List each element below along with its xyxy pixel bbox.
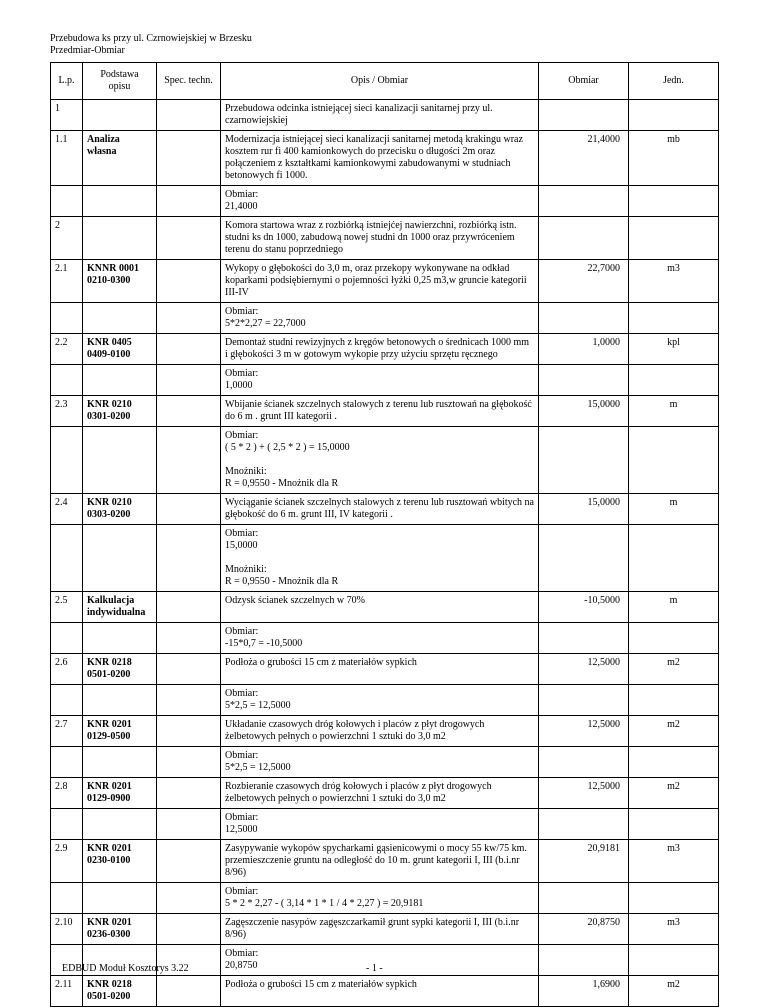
col-header-lp: L.p. <box>51 63 83 100</box>
item-description: Wbijanie ścianek szczelnych stalowych z terenu lub rusztowań na głębokość do 6 m . grunt III kategorii . <box>221 396 539 427</box>
calc-obmiar <box>539 809 629 840</box>
calc-jedn <box>629 427 719 494</box>
item-description: Zagęszczenie nasypów zagęszczarkamił grunt sypki kategorii I, III (b.i.nr 8/96) <box>221 914 539 945</box>
document-header <box>50 33 252 57</box>
calc-row <box>51 747 719 778</box>
item-quantity: 20,8750 <box>539 914 629 945</box>
calc-jedn <box>629 883 719 914</box>
calc-podstawa <box>83 747 157 778</box>
calc-lp <box>51 427 83 494</box>
calc-lp <box>51 685 83 716</box>
item-podstawa: KNR 0201 0230-0100 <box>83 840 157 883</box>
item-unit: m3 <box>629 840 719 883</box>
calc-jedn <box>629 809 719 840</box>
item-spec <box>157 840 221 883</box>
calc-obmiar <box>539 685 629 716</box>
col-header-obmiar: Obmiar <box>539 63 629 100</box>
item-spec <box>157 716 221 747</box>
item-quantity: 1,0000 <box>539 334 629 365</box>
calc-spec <box>157 809 221 840</box>
item-lp: 2.5 <box>51 592 83 623</box>
item-spec <box>157 914 221 945</box>
calc-cell <box>221 623 539 654</box>
calc-cell <box>221 427 539 494</box>
calc-text: Obmiar: 5*2,5 = 12,5000 <box>225 688 291 711</box>
calc-cell <box>221 883 539 914</box>
calc-row <box>51 623 719 654</box>
calc-podstawa <box>83 427 157 494</box>
item-lp: 2.3 <box>51 396 83 427</box>
footer-page-number: - 1 - <box>366 963 383 974</box>
item-spec <box>157 260 221 303</box>
item-spec <box>157 592 221 623</box>
calc-lp <box>51 809 83 840</box>
calc-obmiar <box>539 623 629 654</box>
section-description: Komora startowa wraz z rozbiórką istniejćej nawierzchni, rozbiórką istn. studni ks dn 1000, zabudową nowej studni dn 1000 oraz przywróceniem terenu do stanu poprzedniego <box>221 217 539 260</box>
calc-spec <box>157 623 221 654</box>
calc-text: Obmiar: 5*2,5 = 12,5000 <box>225 750 291 773</box>
calc-obmiar <box>539 303 629 334</box>
section-spec <box>157 100 221 131</box>
item-unit: m <box>629 396 719 427</box>
item-lp: 2.10 <box>51 914 83 945</box>
calc-jedn <box>629 525 719 592</box>
section-podstawa <box>83 100 157 131</box>
item-unit: mb <box>629 131 719 186</box>
calc-text: Obmiar: 21,4000 <box>225 189 259 212</box>
item-description: Układanie czasowych dróg kołowych i placów z płyt drogowych żelbetowych pełnych o powierzchni 1 sztuki do 3,0 m2 <box>221 716 539 747</box>
calc-lp <box>51 525 83 592</box>
item-unit: m <box>629 592 719 623</box>
item-spec <box>157 654 221 685</box>
item-unit: m2 <box>629 654 719 685</box>
col-header-jedn: Jedn. <box>629 63 719 100</box>
item-description: Zasypywanie wykopów spycharkami gąsienicowymi o mocy 55 kw/75 km. przemieszczenie gruntu na odległość do 10 m. grunt kategorii I, III (b.i.nr 8/96) <box>221 840 539 883</box>
section-lp: 1 <box>51 100 83 131</box>
calc-cell <box>221 186 539 217</box>
multiplier-text: Mnożniki: R = 0,9550 - Mnożnik dla R <box>225 564 339 587</box>
item-row <box>51 840 719 883</box>
calc-text: Obmiar: 12,5000 <box>225 812 259 835</box>
item-quantity: 21,4000 <box>539 131 629 186</box>
item-podstawa: KNR 0210 0301-0200 <box>83 396 157 427</box>
item-row <box>51 260 719 303</box>
calc-spec <box>157 883 221 914</box>
calc-text: Obmiar: 5*2*2,27 = 22,7000 <box>225 306 306 329</box>
item-lp: 2.11 <box>51 976 83 1007</box>
calc-jedn <box>629 303 719 334</box>
calc-row <box>51 427 719 494</box>
item-quantity: 12,5000 <box>539 654 629 685</box>
calc-spec <box>157 365 221 396</box>
item-description: Modernizacja istniejącej sieci kanalizacji sanitarnej metodą krakingu wraz kosztem rur fi 400 kamionkowych do przecisku o długości 2m oraz połączeniem z kształtkami kamionkowymi zabudowanymi w studniach betonowych fi 1000. <box>221 131 539 186</box>
item-lp: 2.8 <box>51 778 83 809</box>
calc-jedn <box>629 365 719 396</box>
section-spec <box>157 217 221 260</box>
calc-podstawa <box>83 883 157 914</box>
item-unit: m2 <box>629 976 719 1007</box>
calc-row <box>51 365 719 396</box>
bill-of-quantities-table <box>50 62 719 1007</box>
item-row <box>51 778 719 809</box>
item-row <box>51 654 719 685</box>
calc-podstawa <box>83 623 157 654</box>
calc-podstawa <box>83 525 157 592</box>
item-quantity: 1,6900 <box>539 976 629 1007</box>
calc-obmiar <box>539 883 629 914</box>
item-spec <box>157 494 221 525</box>
item-podstawa: KNR 0201 0236-0300 <box>83 914 157 945</box>
calc-podstawa <box>83 186 157 217</box>
calc-spec <box>157 303 221 334</box>
section-obmiar <box>539 217 629 260</box>
calc-spec <box>157 186 221 217</box>
item-podstawa: KNR 0201 0129-0900 <box>83 778 157 809</box>
calc-cell <box>221 685 539 716</box>
calc-spec <box>157 427 221 494</box>
calc-obmiar <box>539 525 629 592</box>
item-row <box>51 592 719 623</box>
calc-obmiar <box>539 427 629 494</box>
calc-text: Obmiar: 5 * 2 * 2,27 - ( 3,14 * 1 * 1 / 4 * 2,27 ) = 20,9181 <box>225 886 424 909</box>
col-header-podstawa: Podstawa opisu <box>83 63 157 100</box>
calc-cell <box>221 747 539 778</box>
item-podstawa: Kalkulacja indywidualna <box>83 592 157 623</box>
calc-row <box>51 303 719 334</box>
item-quantity: 15,0000 <box>539 396 629 427</box>
calc-podstawa <box>83 365 157 396</box>
calc-podstawa <box>83 809 157 840</box>
calc-row <box>51 186 719 217</box>
calc-lp <box>51 623 83 654</box>
project-title: Przebudowa ks przy ul. Czrnowiejskiej w Brzesku <box>50 33 252 44</box>
item-quantity: 12,5000 <box>539 778 629 809</box>
calc-spec <box>157 685 221 716</box>
calc-jedn <box>629 945 719 976</box>
calc-spec <box>157 525 221 592</box>
calc-jedn <box>629 186 719 217</box>
calc-row <box>51 883 719 914</box>
calc-text: Obmiar: -15*0,7 = -10,5000 <box>225 626 303 649</box>
calc-lp <box>51 747 83 778</box>
calc-cell <box>221 525 539 592</box>
item-unit: m3 <box>629 260 719 303</box>
item-quantity: 22,7000 <box>539 260 629 303</box>
footer-software: EDBUD Moduł Kosztorys 3.22 <box>62 963 189 974</box>
calc-text: Obmiar: 20,8750 <box>225 948 259 971</box>
item-lp: 2.2 <box>51 334 83 365</box>
section-description: Przebudowa odcinka istniejącej sieci kanalizacji sanitarnej przy ul. czarnowiejskiej <box>221 100 539 131</box>
calc-lp <box>51 186 83 217</box>
calc-row <box>51 685 719 716</box>
calc-obmiar <box>539 365 629 396</box>
section-jedn <box>629 100 719 131</box>
document-type: Przedmiar-Obmiar <box>50 45 125 56</box>
item-spec <box>157 976 221 1007</box>
item-description: Podłoża o grubości 15 cm z materiałów sypkich <box>221 654 539 685</box>
item-row <box>51 494 719 525</box>
calc-text: Obmiar: 1,0000 <box>225 368 259 391</box>
item-lp: 2.1 <box>51 260 83 303</box>
item-lp: 2.9 <box>51 840 83 883</box>
calc-row <box>51 525 719 592</box>
item-lp: 2.6 <box>51 654 83 685</box>
calc-cell <box>221 809 539 840</box>
calc-obmiar <box>539 186 629 217</box>
item-description: Rozbieranie czasowych dróg kołowych i placów z płyt drogowych żelbetowych pełnych o powierzchni 1 sztuki do 3,0 m2 <box>221 778 539 809</box>
item-row <box>51 396 719 427</box>
item-podstawa: KNR 0210 0303-0200 <box>83 494 157 525</box>
item-row <box>51 976 719 1007</box>
item-lp: 1.1 <box>51 131 83 186</box>
item-spec <box>157 131 221 186</box>
section-row <box>51 217 719 260</box>
calc-cell <box>221 303 539 334</box>
section-podstawa <box>83 217 157 260</box>
calc-jedn <box>629 623 719 654</box>
item-podstawa: Analiza własna <box>83 131 157 186</box>
item-lp: 2.7 <box>51 716 83 747</box>
calc-text: Obmiar: ( 5 * 2 ) + ( 2,5 * 2 ) = 15,0000 <box>225 430 350 453</box>
item-podstawa: KNR 0218 0501-0200 <box>83 654 157 685</box>
item-description: Wyciąganie ścianek szczelnych stalowych z terenu lub rusztowań wbitych na głębokość do 6 m. grunt III, IV kategorii . <box>221 494 539 525</box>
item-spec <box>157 396 221 427</box>
calc-podstawa <box>83 685 157 716</box>
table-header-row <box>51 63 719 100</box>
item-unit: m <box>629 494 719 525</box>
section-obmiar <box>539 100 629 131</box>
calc-row <box>51 809 719 840</box>
calc-jedn <box>629 685 719 716</box>
section-row <box>51 100 719 131</box>
calc-obmiar <box>539 945 629 976</box>
calc-lp <box>51 365 83 396</box>
calc-lp <box>51 303 83 334</box>
calc-lp <box>51 883 83 914</box>
item-description: Odzysk ścianek szczelnych w 70% <box>221 592 539 623</box>
col-header-spec: Spec. techn. <box>157 63 221 100</box>
item-lp: 2.4 <box>51 494 83 525</box>
multiplier-text: Mnożniki: R = 0,9550 - Mnożnik dla R <box>225 466 339 489</box>
item-podstawa: KNR 0218 0501-0200 <box>83 976 157 1007</box>
calc-cell <box>221 365 539 396</box>
item-spec <box>157 778 221 809</box>
item-description: Wykopy o głębokości do 3,0 m, oraz przekopy wykonywane na odkład koparkami podsiębiernymi o pojemności łyżki 0,25 m3,w gruncie kategorii III-IV <box>221 260 539 303</box>
item-unit: kpl <box>629 334 719 365</box>
item-description: Demontaż studni rewizyjnych z kręgów betonowych o średnicach 1000 mm i głębokości 3 m w gotowym wykopie przy użyciu sprzętu ręcznego <box>221 334 539 365</box>
item-row <box>51 716 719 747</box>
item-quantity: 15,0000 <box>539 494 629 525</box>
item-podstawa: KNNR 0001 0210-0300 <box>83 260 157 303</box>
calc-text: Obmiar: 15,0000 <box>225 528 259 551</box>
section-lp: 2 <box>51 217 83 260</box>
calc-obmiar <box>539 747 629 778</box>
item-podstawa: KNR 0201 0129-0500 <box>83 716 157 747</box>
item-quantity: -10,5000 <box>539 592 629 623</box>
item-unit: m2 <box>629 778 719 809</box>
calc-jedn <box>629 747 719 778</box>
item-quantity: 12,5000 <box>539 716 629 747</box>
calc-spec <box>157 747 221 778</box>
section-jedn <box>629 217 719 260</box>
item-spec <box>157 334 221 365</box>
item-quantity: 20,9181 <box>539 840 629 883</box>
calc-podstawa <box>83 303 157 334</box>
item-description: Podłoża o grubości 15 cm z materiałów sypkich <box>221 976 539 1007</box>
item-row <box>51 131 719 186</box>
item-row <box>51 914 719 945</box>
item-unit: m3 <box>629 914 719 945</box>
item-row <box>51 334 719 365</box>
item-unit: m2 <box>629 716 719 747</box>
item-podstawa: KNR 0405 0409-0100 <box>83 334 157 365</box>
col-header-opis: Opis / Obmiar <box>221 63 539 100</box>
